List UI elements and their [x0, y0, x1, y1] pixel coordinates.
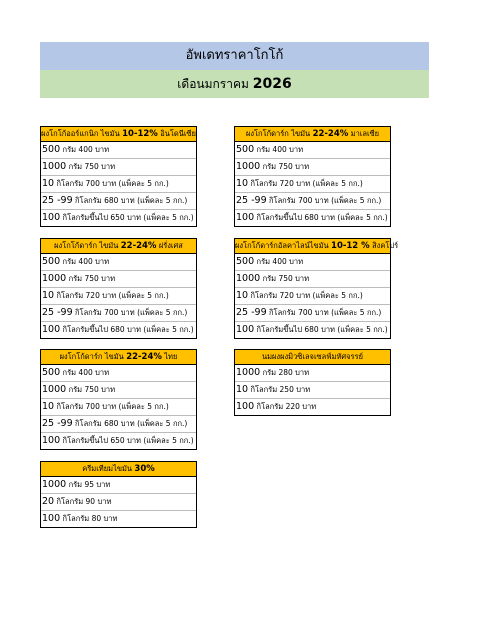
price-card: [40, 461, 197, 528]
price-text: กรัม 750 บาท: [66, 274, 116, 283]
month-banner: [40, 70, 429, 98]
price-quantity: 10: [42, 290, 55, 301]
price-text: กรัม 280 บาท: [260, 368, 310, 377]
price-text: กรัม 750 บาท: [260, 162, 310, 171]
price-text: กิโลกรัม 700 บาท (แพ็คละ 5 กก.): [54, 402, 169, 411]
price-quantity: 1000: [236, 273, 261, 284]
price-text: กรัม 400 บาท: [60, 257, 110, 266]
price-text: กิโลกรัม 720 บาท (แพ็คละ 5 กก.): [248, 179, 363, 188]
price-text: กิโลกรัม 680 บาท (แพ็คละ 5 กก.): [72, 196, 188, 205]
price-quantity: 100: [42, 435, 61, 446]
price-row: [41, 433, 196, 449]
price-row: [41, 511, 196, 527]
price-text: กรัม 400 บาท: [60, 368, 110, 377]
price-quantity: 100: [236, 212, 255, 223]
price-quantity: 10: [236, 384, 249, 395]
price-row: [41, 176, 196, 193]
price-text: กิโลกรัม 700 บาท (แพ็คละ 5 กก.): [72, 308, 188, 317]
price-text: กรัม 400 บาท: [254, 257, 304, 266]
price-row: [235, 365, 390, 382]
price-card: [234, 126, 391, 227]
price-text: กิโลกรัม 80 บาท: [60, 514, 118, 523]
price-quantity: 1000: [42, 273, 67, 284]
price-row: [41, 254, 196, 271]
price-row: [235, 322, 390, 338]
price-quantity: 20: [42, 496, 55, 507]
price-row: [235, 176, 390, 193]
price-card: [40, 238, 197, 339]
price-text: กิโลกรัมขึ้นไป 680 บาท (แพ็คละ 5 กก.): [254, 325, 388, 334]
card-header-text: นมผงผงมิวซิเลจเซลฟ์มหัศจรรย์: [261, 352, 364, 361]
price-text: กิโลกรัม 250 บาท: [248, 385, 311, 394]
price-text: กิโลกรัมขึ้นไป 680 บาท (แพ็คละ 5 กก.): [60, 325, 194, 334]
price-quantity: 1000: [42, 384, 67, 395]
price-text: กรัม 750 บาท: [66, 162, 116, 171]
price-row: [235, 382, 390, 399]
month-label: เดือนมกราคม: [177, 77, 249, 91]
price-text: กิโลกรัม 220 บาท: [254, 402, 317, 411]
card-header-percent: 30%: [134, 464, 155, 474]
price-row: [41, 305, 196, 322]
price-row: [235, 305, 390, 322]
card-header-origin: สิงคโปร์: [369, 241, 399, 250]
card-header-percent: 22-24%: [120, 241, 157, 251]
price-text: กิโลกรัม 700 บาท (แพ็คละ 5 กก.): [266, 308, 382, 317]
price-row: [235, 271, 390, 288]
title-banner: [40, 42, 429, 70]
price-text: กิโลกรัม 700 บาท (แพ็คละ 5 กก.): [54, 179, 169, 188]
price-text: กรัม 400 บาท: [60, 145, 110, 154]
card-header-percent: 10-12%: [122, 129, 158, 139]
card-header: [235, 127, 390, 142]
price-text: กรัม 400 บาท: [254, 145, 304, 154]
price-text: กรัม 95 บาท: [66, 480, 111, 489]
price-quantity: 25 -99: [42, 307, 73, 318]
price-quantity: 25 -99: [42, 418, 73, 429]
price-card: [40, 349, 197, 450]
price-row: [41, 159, 196, 176]
price-quantity: 1000: [42, 161, 67, 172]
price-quantity: 500: [42, 367, 61, 378]
card-header-text: ผงโกโก้ดาร์ก ไขมัน: [54, 241, 121, 250]
page-title: อัพเดทราคาโกโก้: [185, 48, 284, 63]
card-header-percent: 10-12 %: [331, 241, 370, 251]
price-text: กรัม 750 บาท: [66, 385, 116, 394]
price-quantity: 100: [42, 513, 61, 524]
price-row: [41, 271, 196, 288]
card-header-text: ผงโกโก้ดาร์ก ไขมัน: [245, 129, 313, 138]
card-header-text: ผงโกโก้ดาร์กอัลคาไลน์ไขมัน: [235, 241, 332, 250]
card-header: [41, 462, 196, 477]
card-header-percent: 22-24%: [126, 352, 162, 362]
card-header: [235, 350, 390, 365]
price-text: กิโลกรัม 720 บาท (แพ็คละ 5 กก.): [54, 291, 169, 300]
price-text: กิโลกรัม 720 บาท (แพ็คละ 5 กก.): [248, 291, 363, 300]
card-header: [41, 239, 196, 254]
price-row: [235, 254, 390, 271]
price-row: [235, 142, 390, 159]
price-card: [40, 126, 197, 227]
price-quantity: 500: [236, 144, 255, 155]
card-header: [41, 350, 196, 365]
price-card: [234, 349, 391, 416]
price-quantity: 25 -99: [42, 195, 73, 206]
price-row: [41, 494, 196, 511]
price-row: [41, 399, 196, 416]
price-quantity: 500: [42, 144, 61, 155]
card-header-text: ผงโกโก้ออร์แกนิก ไขมัน: [41, 129, 123, 138]
card-header-percent: 22-24%: [312, 129, 349, 139]
price-row: [41, 193, 196, 210]
price-quantity: 500: [42, 256, 61, 267]
price-quantity: 25 -99: [236, 307, 267, 318]
card-header: [235, 239, 399, 254]
card-header-text: ผงโกโก้ดาร์ก ไขมัน: [59, 352, 127, 361]
price-quantity: 10: [42, 178, 55, 189]
price-quantity: 100: [236, 401, 255, 412]
price-row: [41, 477, 196, 494]
price-quantity: 1000: [236, 161, 261, 172]
price-quantity: 100: [42, 324, 61, 335]
price-text: กิโลกรัม 700 บาท (แพ็คละ 5 กก.): [266, 196, 382, 205]
price-quantity: 100: [236, 324, 255, 335]
price-quantity: 25 -99: [236, 195, 267, 206]
price-text: กิโลกรัมขึ้นไป 680 บาท (แพ็คละ 5 กก.): [254, 213, 388, 222]
price-row: [235, 193, 390, 210]
price-quantity: 10: [236, 290, 249, 301]
card-header: [41, 127, 196, 142]
price-row: [235, 159, 390, 176]
price-text: กรัม 750 บาท: [260, 274, 310, 283]
price-quantity: 500: [236, 256, 255, 267]
price-card: [234, 238, 399, 339]
price-row: [41, 365, 196, 382]
year-label: 2026: [252, 76, 292, 92]
price-row: [41, 210, 196, 226]
card-header-origin: ฝรั่งเศส: [156, 241, 183, 250]
card-header-origin: อินโดนีเซีย: [157, 129, 196, 138]
price-row: [41, 416, 196, 433]
price-quantity: 1000: [42, 479, 67, 490]
card-header-origin: มาเลเซีย: [348, 129, 380, 138]
price-text: กิโลกรัม 90 บาท: [54, 497, 112, 506]
price-row: [41, 288, 196, 305]
price-row: [235, 288, 390, 305]
price-row: [41, 382, 196, 399]
price-quantity: 10: [42, 401, 55, 412]
price-row: [41, 142, 196, 159]
price-row: [235, 399, 390, 415]
card-header-origin: ไทย: [161, 352, 178, 361]
price-text: กิโลกรัมขึ้นไป 650 บาท (แพ็คละ 5 กก.): [60, 213, 194, 222]
card-header-text: ครีมเทียมไขมัน: [82, 464, 135, 473]
price-quantity: 1000: [236, 367, 261, 378]
price-row: [235, 210, 390, 226]
price-text: กิโลกรัมขึ้นไป 650 บาท (แพ็คละ 5 กก.): [60, 436, 194, 445]
price-quantity: 100: [42, 212, 61, 223]
price-text: กิโลกรัม 680 บาท (แพ็คละ 5 กก.): [72, 419, 188, 428]
price-row: [41, 322, 196, 338]
price-quantity: 10: [236, 178, 249, 189]
